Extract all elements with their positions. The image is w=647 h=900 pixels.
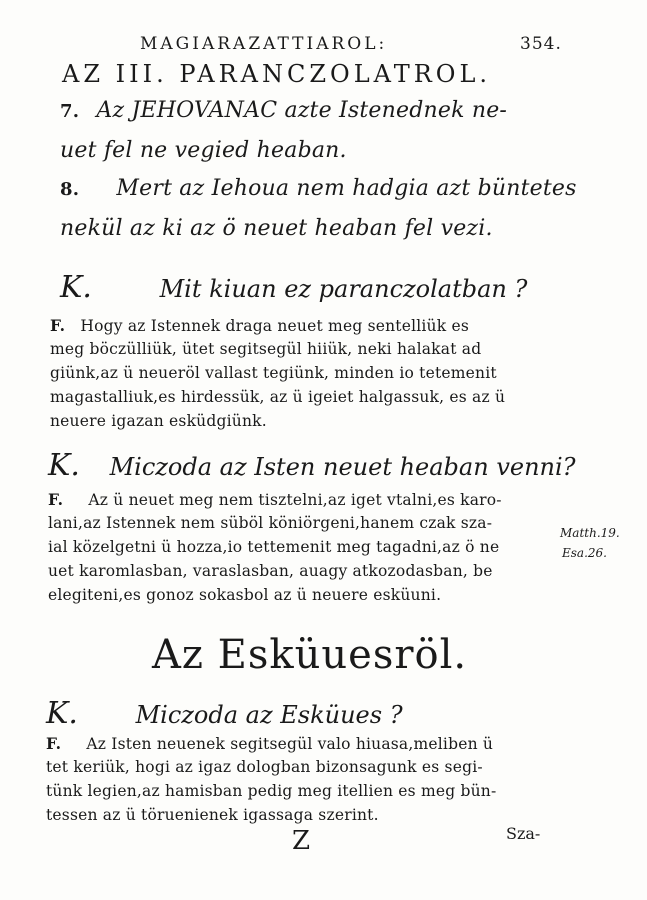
question-3: [46, 696, 403, 731]
answer-3-line-1: [46, 734, 493, 753]
k-label: K.: [48, 448, 80, 483]
running-head: MAGIARAZATTIAROL:: [140, 34, 388, 54]
f-label: F.: [50, 316, 66, 335]
answer-2-line-1: [48, 490, 502, 509]
answer-2-line-3: ial közelgetni ü hozza,io tettemenit meg tagadni,az ö ne: [48, 538, 500, 556]
answer-1-line-1: [50, 316, 469, 335]
verse-text: Az JEHOVANAC azte Istenednek ne-: [96, 98, 508, 123]
answer-2-line-2: lani,az Istennek nem süböl köniörgeni,hanem czak sza-: [48, 514, 493, 532]
page-number: 354.: [520, 34, 562, 54]
margin-note-2: Esa.26.: [562, 546, 607, 560]
section-heading: AZ III. PARANCZOLATROL.: [62, 60, 492, 88]
verse-7-line-2: uet fel ne vegied heaban.: [60, 138, 347, 163]
question-1: [60, 270, 527, 305]
answer-text: Hogy az Istennek draga neuet meg sentelliük es: [80, 317, 469, 335]
answer-1-line-4: magastalliuk,es hirdessük, az ü igeiet halgassuk, es az ü: [50, 388, 506, 406]
chapter-heading: Az Esküuesröl.: [152, 632, 468, 678]
question-2: [48, 448, 576, 483]
verse-text: Mert az Iehoua nem hadgia azt büntetes: [116, 176, 577, 201]
verse-8-line-1: [60, 176, 577, 201]
answer-text: Az Isten neuenek segitsegül valo hiuasa,meliben ü: [86, 735, 494, 753]
signature-mark: Z: [292, 826, 312, 856]
question-text: Miczoda az Isten neuet heaban venni?: [109, 453, 576, 481]
f-label: F.: [48, 490, 64, 509]
question-text: Miczoda az Esküues ?: [135, 701, 403, 729]
answer-text: Az ü neuet meg nem tisztelni,az iget vtalni,es karo-: [88, 491, 502, 509]
margin-note-1: Matth.19.: [560, 526, 620, 540]
question-text: Mit kiuan ez paranczolatban ?: [159, 275, 528, 303]
answer-2-line-4: uet karomlasban, varaslasban, auagy atkozodasban, be: [48, 562, 493, 580]
verse-8-line-2: nekül az ki az ö neuet heaban fel vezi.: [60, 216, 493, 241]
verse-number: 8.: [60, 179, 80, 200]
answer-3-line-4: tessen az ü töruenienek igassaga szerint.: [46, 806, 379, 824]
answer-2-line-5: elegiteni,es gonoz sokasbol az ü neuere esküuni.: [48, 586, 442, 604]
verse-7-line-1: [60, 98, 507, 123]
answer-1-line-2: meg böczülliük, ütet segitsegül hiiük, neki halakat ad: [50, 340, 482, 358]
k-label: K.: [60, 270, 92, 305]
answer-3-line-2: tet keriük, hogi az igaz dologban bizonsagunk es segi-: [46, 758, 483, 776]
k-label: K.: [46, 696, 78, 731]
f-label: F.: [46, 734, 62, 753]
catchword: Sza-: [506, 824, 541, 843]
answer-3-line-3: tünk legien,az hamisban pedig meg itellien es meg bün-: [46, 782, 497, 800]
verse-number: 7.: [60, 101, 80, 122]
answer-1-line-3: giünk,az ü neueröl vallast tegiünk, minden io tetemenit: [50, 364, 497, 382]
answer-1-line-5: neuere igazan esküdgiünk.: [50, 412, 267, 430]
